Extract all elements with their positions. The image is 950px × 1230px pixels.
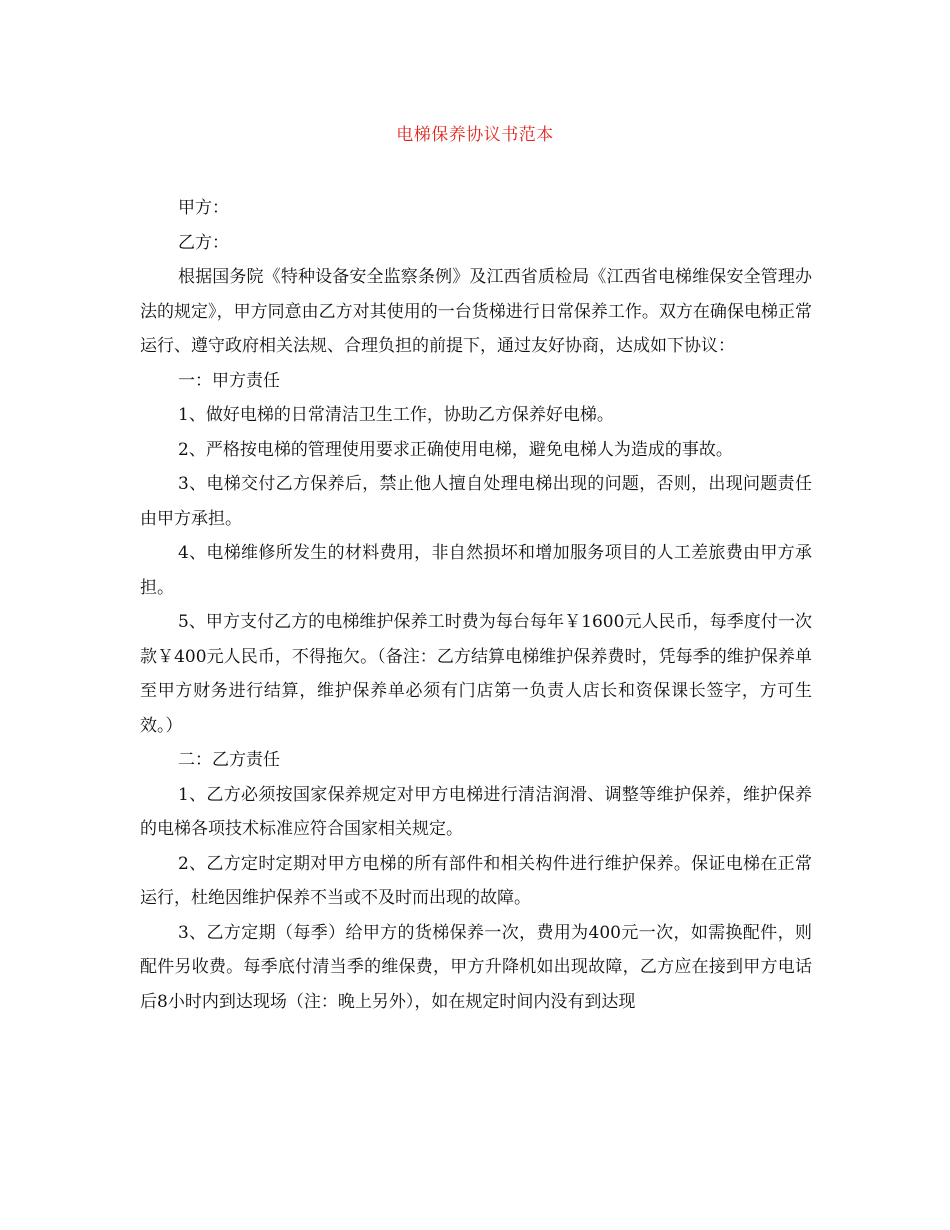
party-a-clause-3: 3、电梯交付乙方保养后，禁止他人擅自处理电梯出现的问题，否则，出现问题责任由甲方承担。	[140, 474, 812, 529]
intro-paragraph: 根据国务院《特种设备安全监察条例》及江西省质检局《江西省电梯维保安全管理办法的规定》，甲方同意由乙方对其使用的一台货梯进行日常保养工作。双方在确保电梯正常运行、遵守政府相关法规、合理负担的前提下，通过友好协商，达成如下协议：	[140, 267, 812, 356]
party-a-clause-1: 1、做好电梯的日常清洁卫生工作，协助乙方保养好电梯。	[178, 405, 614, 425]
section-heading-party-a: 一：甲方责任	[178, 370, 280, 391]
document-title: 电梯保养协议书范本	[396, 125, 554, 145]
party-a-clause-4: 4、电梯维修所发生的材料费用，非自然损坏和增加服务项目的人工差旅费由甲方承担。	[140, 543, 812, 598]
party-a-clause-5: 5、甲方支付乙方的电梯维护保养工时费为每台每年￥1600元人民币，每季度付一次款￥400元人民币，不得拖欠。（备注：乙方结算电梯维护保养费时，凭每季的维护保养单至甲方财务进行结算，维护保养单必须有门店第一负责人店长和资保课长签字，方可生效。）	[140, 612, 812, 736]
party-b-clause-1: 1、乙方必须按国家保养规定对甲方电梯进行清洁润滑、调整等维护保养，维护保养的电梯各项技术标准应符合国家相关规定。	[140, 784, 812, 839]
party-a-line: 甲方：	[178, 198, 229, 218]
document-body	[140, 191, 812, 1019]
party-b-line: 乙方：	[178, 232, 229, 253]
party-a-clause-2: 2、严格按电梯的管理使用要求正确使用电梯，避免电梯人为造成的事故。	[178, 439, 733, 460]
section-heading-party-b: 二：乙方责任	[178, 750, 280, 770]
party-b-clause-3: 3、乙方定期（每季）给甲方的货梯保养一次，费用为400元一次，如需换配件，则配件另收费。每季底付清当季的维保费，甲方升降机如出现故障，乙方应在接到甲方电话后8小时内到达现场（注：晚上另外），如在规定时间内没有到达现	[140, 922, 812, 1012]
party-b-clause-2: 2、乙方定时定期对甲方电梯的所有部件和相关构件进行维护保养。保证电梯在正常运行，杜绝因维护保养不当或不及时而出现的故障。	[140, 853, 812, 908]
